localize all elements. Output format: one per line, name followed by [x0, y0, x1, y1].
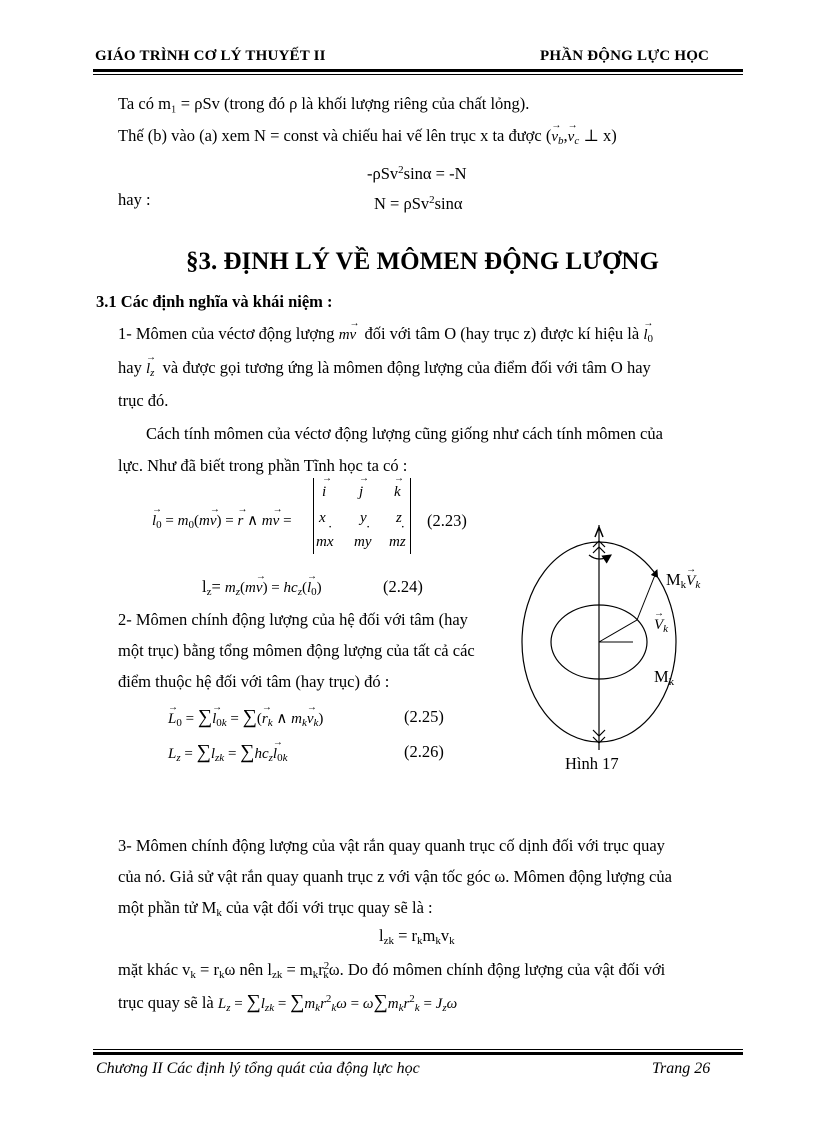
hay-label: hay :	[118, 190, 151, 209]
para-2-line3: điểm thuộc hệ đối với tâm (hay trục) đó :	[118, 672, 390, 691]
equation-223-lhs: → $l_0 = m_0(m\to v)$ = → r ∧ m→ v =	[152, 511, 292, 535]
para3-line3: một phần tử $M_k$ của vật đối với trục quay sẽ là :	[118, 898, 433, 919]
footer-rule-thin	[93, 1049, 743, 1050]
footer-left: Chương II Các định lý tổng quát của động lực học	[96, 1060, 420, 1077]
section-subtitle: 3.1 Các định nghĩa và khái niệm :	[96, 292, 333, 311]
para1-line2: hay → $l_z$ và được gọi tương ứng là mômen động lượng của điểm đối với tâm O hay	[118, 358, 651, 383]
top-line-1: Ta có m₁ = ρSv (trong đó ρ là khối lượng riêng của chất lỏng).	[118, 94, 530, 113]
label-vk: → $V_k$	[654, 614, 668, 639]
equation-225-number: (2.25)	[404, 707, 444, 726]
para1-line1: 1- Mômen của véctơ động lượng m→ v đối với tâm O (hay trục z) được kí hiệu là → $l_0$	[118, 324, 653, 349]
equation-226-number: (2.26)	[404, 742, 444, 761]
equation-226: $L_z = \sum l_{zk} = \sum hc_z\to l_{0k}$	[168, 742, 287, 768]
para3-line1: 3- Mômen chính động lượng của vật rắn quay quanh trục cố dịnh đối với trục quay	[118, 836, 665, 855]
footer-page-number: Trang 26	[652, 1060, 711, 1077]
header-rule-thin	[93, 74, 743, 75]
equation-224: $l_z= m_z(m\to v) = hc_z(\to l_0)$	[202, 577, 322, 602]
top-line-2: Thế (b) vào (a) xem N = const và chiếu hai vế lên trục x ta được (→ $v_b,\to v_c$ ⊥ x)	[118, 126, 617, 151]
figure-caption: Hình 17	[565, 754, 619, 773]
footer-rule-thick	[93, 1052, 743, 1055]
equation-2: N = ρSv$^2$sinα	[374, 194, 463, 213]
para-2-line2: một trục) bằng tổng mômen động lượng của tất cả các	[118, 641, 475, 660]
label-mk: $M_k$	[654, 667, 675, 688]
para3-line5: mặt khác $v_k = r_k\omega$ nên $l_{zk} = m_kr^2_k\omega$. Do đó mômen chính động lượng của vật đối với	[118, 960, 666, 981]
para2-line1: Cách tính mômen của véctơ động lượng cũng giống như cách tính mômen của	[146, 424, 663, 443]
para1-line3: trục đó.	[118, 391, 169, 410]
header-left: GIÁO TRÌNH CƠ LÝ THUYẾT II	[95, 48, 326, 64]
header-rule-thick	[93, 69, 743, 72]
section-title: §3. ĐỊNH LÝ VỀ MÔMEN ĐỘNG LƯỢNG	[186, 248, 659, 275]
equation-225: → $L_0$ = ∑→ $l_{0k}$ = ∑(→ $r_k$ ∧ $m_k\to v_k$)	[168, 707, 323, 733]
para-2-line1: 2- Mômen chính động lượng của hệ đối với tâm (hay	[118, 610, 468, 629]
label-mkvk: $M_k\to V_k$	[666, 570, 700, 595]
equation-223-number: (2.23)	[427, 511, 467, 530]
equation-224-number: (2.24)	[383, 577, 423, 596]
para3-line6: trục quay sẽ là $L_z = \sum l_{zk} = \sum m_kr^2_k\omega = \omega\sum m_kr^2_k = J_z\omega$	[118, 991, 458, 1014]
header-right: PHẦN ĐỘNG LỰC HỌC	[540, 48, 710, 64]
determinant: → i → j → k x y z m˙ x m˙ y m˙ z	[313, 478, 411, 554]
equation-1: -ρSv$^2$sinα = -N	[367, 164, 467, 183]
para3-line2: của nó. Giả sử vật rắn quay quanh trục z với vận tốc góc ω. Mômen động lượng của	[118, 867, 672, 886]
equation-lzk: $l_{zk} = r_km_kv_k$	[379, 926, 455, 947]
para2-line2: lực. Như đã biết trong phần Tĩnh học ta có :	[118, 456, 408, 475]
figure-17	[515, 525, 715, 755]
